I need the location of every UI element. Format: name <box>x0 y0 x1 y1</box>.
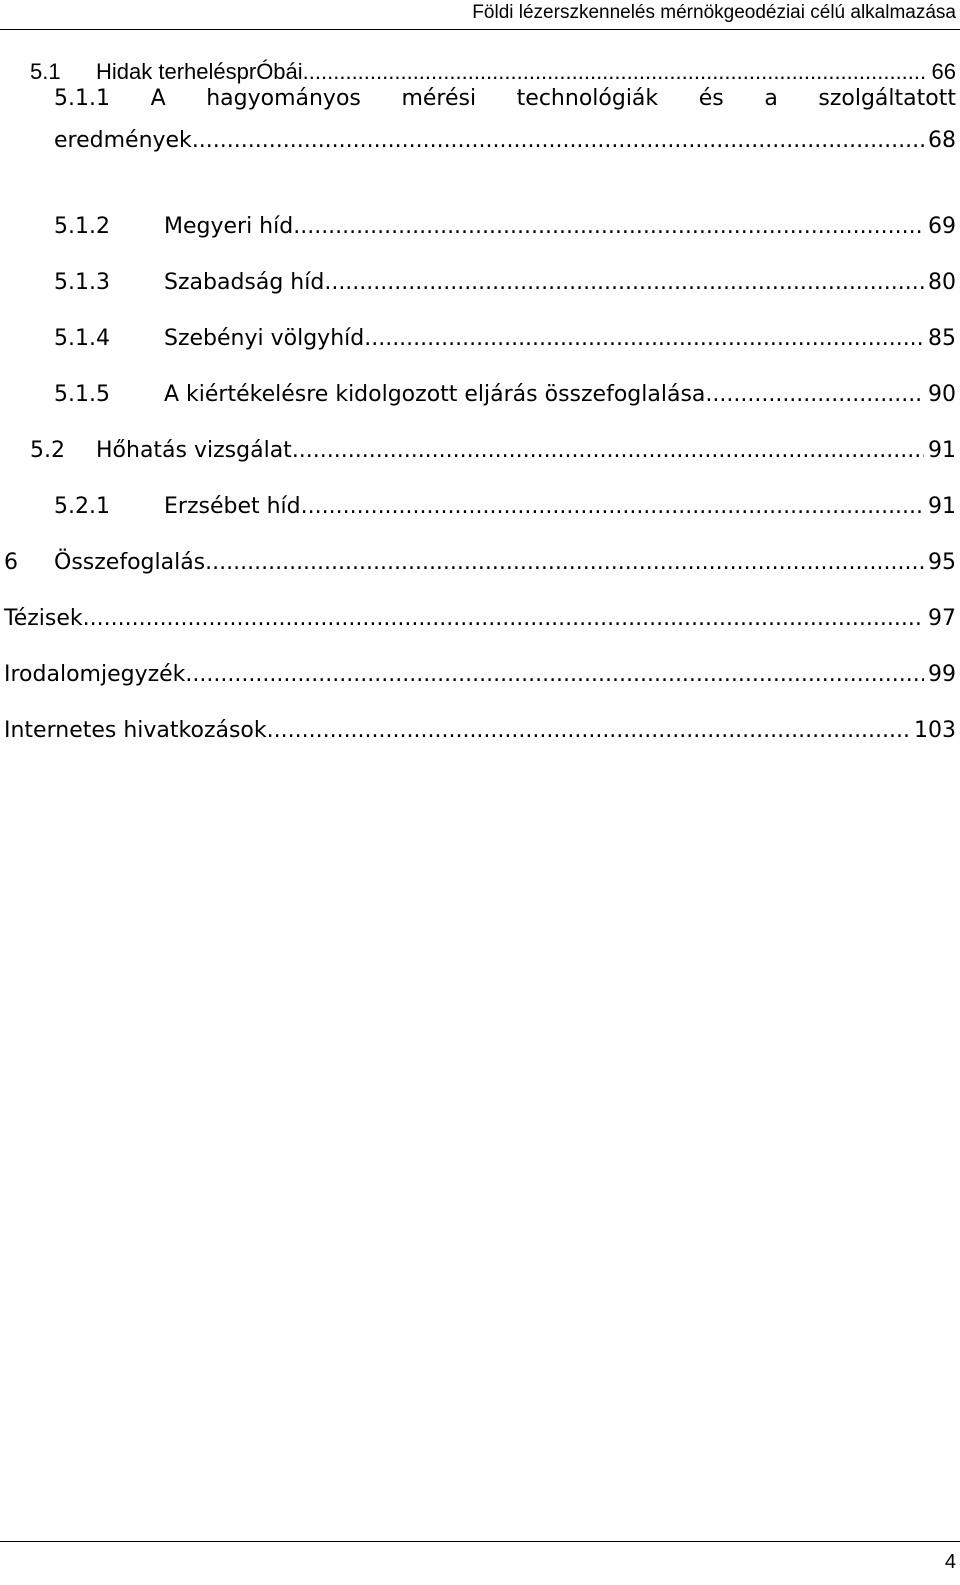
toc-page: 99 <box>928 662 956 687</box>
toc-entry-5-1-1[interactable] <box>0 84 956 153</box>
toc-title: Megyeri híd <box>164 214 294 239</box>
toc-leader <box>293 212 924 242</box>
toc-page: 90 <box>928 382 956 407</box>
toc-leader <box>185 660 924 690</box>
toc-entry-5-1[interactable] <box>0 57 956 87</box>
toc-leader <box>205 548 924 578</box>
toc-number: 5.1 <box>30 59 61 84</box>
toc-number: 5.1.5 <box>54 382 110 407</box>
toc-leader <box>364 324 924 354</box>
toc-page: 68 <box>928 128 956 153</box>
header-divider <box>0 29 960 30</box>
toc-entry-internetes-hivatkozasok[interactable] <box>0 716 956 746</box>
toc-leader <box>324 268 924 298</box>
toc-page: 91 <box>928 438 956 463</box>
toc-page: 97 <box>928 606 956 631</box>
toc-title: A kiértékelésre kidolgozott eljárás összefoglalása <box>164 382 706 407</box>
page-number: 4 <box>944 1551 956 1573</box>
toc-entry-irodalomjegyzek[interactable] <box>0 660 956 690</box>
toc-leader <box>267 716 910 746</box>
toc-page: 95 <box>928 550 956 575</box>
footer-divider <box>0 1541 960 1542</box>
toc-entry-5-2[interactable] <box>0 436 956 466</box>
toc-title: Internetes hivatkozások <box>4 718 267 743</box>
toc-page: 66 <box>931 59 956 84</box>
toc-title-line2: eredmények ..... 68 <box>54 126 956 156</box>
toc-leader <box>192 126 924 156</box>
toc-entry-tezisek[interactable] <box>0 604 956 634</box>
toc-entry-5-1-5[interactable] <box>0 380 956 410</box>
toc-number: 5.1.3 <box>54 270 110 295</box>
toc-number: 5.1.1 <box>54 86 110 111</box>
toc-leader <box>705 380 924 410</box>
toc-page: 85 <box>928 326 956 351</box>
toc-entry-5-1-4[interactable] <box>0 324 956 354</box>
toc-page: 91 <box>928 494 956 519</box>
toc-title: Erzsébet híd <box>164 494 301 519</box>
toc-number: 6 <box>4 550 18 575</box>
toc-page: 69 <box>928 214 956 239</box>
running-header: Földi lézerszkennelés mérnökgeodéziai célú alkalmazása <box>472 2 956 23</box>
toc-title: Szebényi völgyhíd <box>164 326 365 351</box>
toc-number: 5.1.4 <box>54 326 110 351</box>
toc-title: Összefoglalás <box>54 550 206 575</box>
toc-title: Szabadság híd <box>164 270 325 295</box>
toc-page: 103 <box>914 718 956 743</box>
toc-number: 5.1.2 <box>54 214 110 239</box>
toc-number: 5.2 <box>30 438 65 463</box>
toc-entry-5-2-1[interactable] <box>0 492 956 522</box>
toc-leader <box>303 57 928 87</box>
toc-entry-5-1-2[interactable] <box>0 212 956 242</box>
toc-leader <box>292 436 924 466</box>
toc-title: Tézisek <box>4 606 83 631</box>
toc-page: 80 <box>928 270 956 295</box>
toc-title: Hőhatás vizsgálat <box>96 438 292 463</box>
toc-title: Hidak terhelésprÓbái <box>96 59 303 84</box>
toc-number: 5.2.1 <box>54 494 110 519</box>
toc-title: Irodalomjegyzék <box>4 662 186 687</box>
toc-entry-5-1-3[interactable] <box>0 268 956 298</box>
toc-entry-6[interactable] <box>0 548 956 578</box>
toc-title-line1: 5.1.1 A hagyományos mérési technológiák és a szolgáltatott <box>54 84 956 114</box>
toc-leader <box>83 604 924 634</box>
toc-leader <box>301 492 924 522</box>
